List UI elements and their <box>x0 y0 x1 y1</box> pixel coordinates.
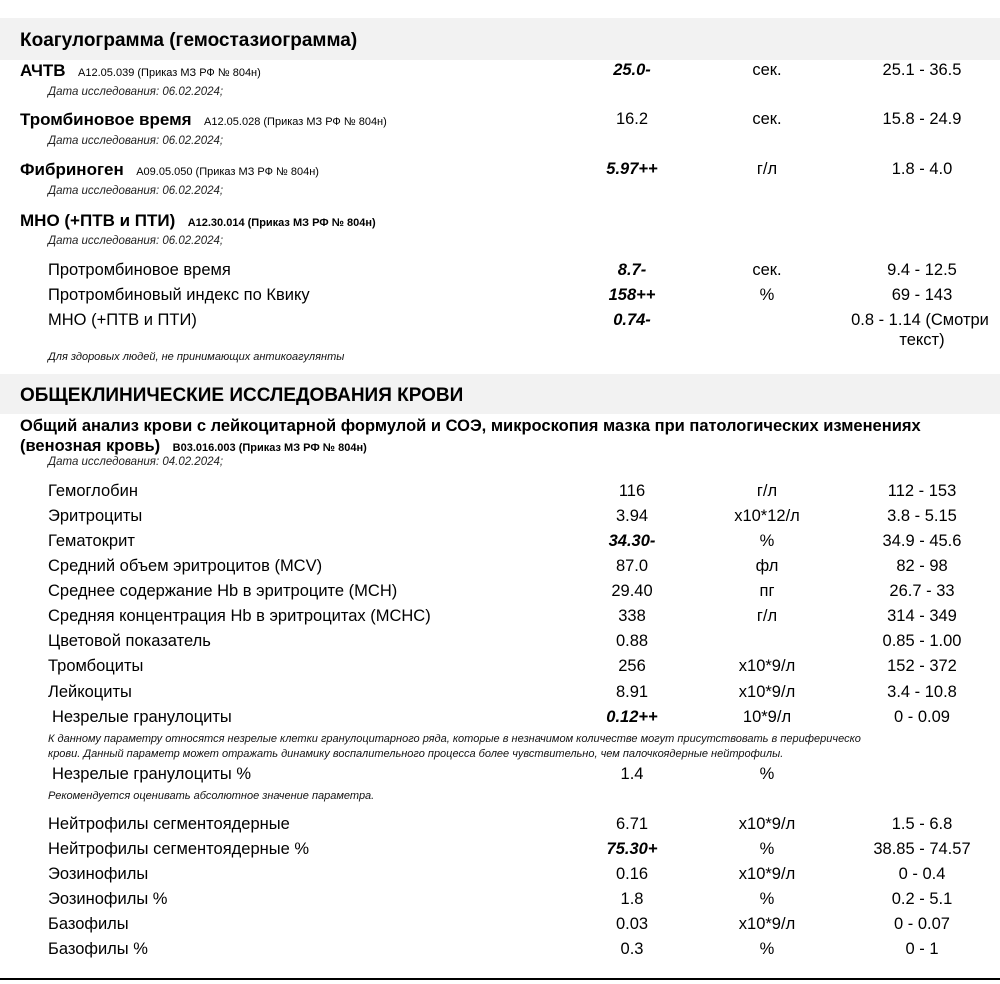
param-unit: % <box>759 532 775 550</box>
test-ref: 15.8 - 24.9 <box>882 110 962 128</box>
param-ref: 82 - 98 <box>896 557 948 575</box>
test-value: 25.0- <box>613 61 651 79</box>
param-name: Базофилы % <box>48 940 148 958</box>
param-ref: 0 - 1 <box>905 940 939 958</box>
test-code: A12.30.014 (Приказ МЗ РФ № 804н) <box>187 217 376 229</box>
param-ref: 26.7 - 33 <box>889 582 955 600</box>
param-value: 0.16 <box>615 865 649 883</box>
param-name: Средний объем эритроцитов (MCV) <box>48 557 323 575</box>
param-name: Цветовой показатель <box>48 632 211 650</box>
param-value: 8.7- <box>617 261 647 279</box>
param-value: 1.4 <box>620 765 644 783</box>
mno-note: Для здоровых людей, не принимающих антикоагулянты <box>48 351 345 363</box>
coag-section-title: Коагулограмма (гемостазиограмма) <box>20 30 358 51</box>
param-name: Незрелые гранулоциты % <box>52 765 252 783</box>
param-ref: 34.9 - 45.6 <box>882 532 962 550</box>
param-unit: фл <box>755 557 779 575</box>
param-name: Тромбоциты <box>48 657 144 675</box>
param-name: Нейтрофилы сегментоядерные % <box>48 840 310 858</box>
param-name: Эритроциты <box>48 507 143 525</box>
immature-note-line1: К данному параметру относятся незрелые клетки гранулоцитарного ряда, которые в незначимом количестве могут присутствовать в периферическо <box>48 733 861 745</box>
param-unit: x10*9/л <box>738 915 796 933</box>
param-ref-continued: текст) <box>899 331 945 349</box>
param-value: 0.74- <box>613 311 651 329</box>
param-ref: 0.85 - 1.00 <box>882 632 962 650</box>
param-name: Базофилы <box>48 915 129 933</box>
param-unit: 10*9/л <box>742 708 792 726</box>
param-name: Эозинофилы <box>48 865 149 883</box>
param-name: Гематокрит <box>48 532 135 550</box>
test-name: МНО (+ПТВ и ПТИ) <box>20 211 176 230</box>
test-value: 5.97++ <box>606 160 658 178</box>
param-value: 0.03 <box>615 915 649 933</box>
param-value: 0.88 <box>615 632 649 650</box>
param-unit: % <box>759 765 775 783</box>
param-unit: % <box>759 890 775 908</box>
param-unit: сек. <box>752 261 782 279</box>
param-name: МНО (+ПТВ и ПТИ) <box>48 311 197 329</box>
recommend-note: Рекомендуется оценивать абсолютное значение параметра. <box>48 790 375 802</box>
param-ref: 0.8 - 1.14 (Смотри <box>851 311 989 329</box>
param-value: 1.8 <box>620 890 644 908</box>
test-name: Фибриноген <box>20 160 124 179</box>
param-ref: 38.85 - 74.57 <box>873 840 971 858</box>
test-unit: сек. <box>752 110 782 128</box>
cbc-test-name-cont: (венозная кровь) <box>20 437 161 455</box>
param-value: 29.40 <box>611 582 653 600</box>
test-date: Дата исследования: 06.02.2024; <box>48 86 224 98</box>
test-name: Тромбиновое время <box>20 110 192 129</box>
param-value: 3.94 <box>615 507 649 525</box>
blood-section-title: ОБЩЕКЛИНИЧЕСКИЕ ИССЛЕДОВАНИЯ КРОВИ <box>20 385 464 406</box>
param-name: Средняя концентрация Hb в эритроцитах (MCHC) <box>48 607 431 625</box>
param-ref: 3.8 - 5.15 <box>887 507 957 525</box>
test-date: Дата исследования: 06.02.2024; <box>48 135 224 147</box>
test-name: АЧТВ <box>20 61 66 80</box>
param-ref: 112 - 153 <box>887 482 957 500</box>
param-name: Протромбиновое время <box>48 261 231 279</box>
test-ref: 1.8 - 4.0 <box>891 160 953 178</box>
param-unit: % <box>759 940 775 958</box>
param-unit: x10*9/л <box>738 815 796 833</box>
test-code: A12.05.028 (Приказ МЗ РФ № 804н) <box>204 116 387 128</box>
cbc-test-code: B03.016.003 (Приказ МЗ РФ № 804н) <box>172 442 367 454</box>
param-unit: x10*12/л <box>734 507 800 525</box>
param-value: 158++ <box>608 286 656 304</box>
test-value: 16.2 <box>615 110 649 128</box>
param-name: Протромбиновый индекс по Квику <box>48 286 310 304</box>
param-name: Лейкоциты <box>48 683 132 701</box>
param-name: Гемоглобин <box>48 482 138 500</box>
param-name: Эозинофилы % <box>48 890 168 908</box>
param-value: 116 <box>618 482 646 500</box>
param-ref: 3.4 - 10.8 <box>887 683 957 701</box>
test-code: A12.05.039 (Приказ МЗ РФ № 804н) <box>78 67 261 79</box>
param-unit: пг <box>759 582 775 600</box>
param-unit: x10*9/л <box>738 683 796 701</box>
param-ref: 0.2 - 5.1 <box>891 890 953 908</box>
test-date: Дата исследования: 06.02.2024; <box>48 235 224 247</box>
param-unit: г/л <box>756 482 778 500</box>
cbc-test-date: Дата исследования: 04.02.2024; <box>48 456 224 468</box>
param-value: 256 <box>618 657 646 675</box>
immature-note-line2: крови. Данный параметр может отражать динамику воспалительного процесса более чувствительно, чем палочкоядерные нейтрофилы. <box>48 748 784 760</box>
page-bottom-divider <box>0 978 1000 980</box>
param-ref: 314 - 349 <box>887 607 957 625</box>
param-value: 75.30+ <box>606 840 658 858</box>
test-date: Дата исследования: 06.02.2024; <box>48 185 224 197</box>
test-unit: г/л <box>756 160 778 178</box>
param-ref: 0 - 0.4 <box>898 865 946 883</box>
param-ref: 152 - 372 <box>887 657 957 675</box>
param-ref: 1.5 - 6.8 <box>891 815 953 833</box>
param-value: 0.3 <box>620 940 644 958</box>
param-ref: 69 - 143 <box>891 286 953 304</box>
param-unit: % <box>759 286 775 304</box>
test-unit: сек. <box>752 61 782 79</box>
param-value: 87.0 <box>615 557 649 575</box>
param-unit: % <box>759 840 775 858</box>
param-name: Среднее содержание Hb в эритроците (MCH) <box>48 582 398 600</box>
param-name: Незрелые гранулоциты <box>52 708 232 726</box>
param-ref: 0 - 0.07 <box>894 915 950 933</box>
param-ref: 0 - 0.09 <box>894 708 950 726</box>
test-ref: 25.1 - 36.5 <box>882 61 962 79</box>
param-value: 8.91 <box>615 683 649 701</box>
param-value: 6.71 <box>615 815 649 833</box>
param-value: 338 <box>618 607 646 625</box>
param-name: Нейтрофилы сегментоядерные <box>48 815 290 833</box>
param-unit: x10*9/л <box>738 657 796 675</box>
param-value: 0.12++ <box>606 708 658 726</box>
param-unit: x10*9/л <box>738 865 796 883</box>
cbc-test-name: Общий анализ крови с лейкоцитарной формулой и СОЭ, микроскопия мазка при патологических изменениях <box>20 417 921 435</box>
param-unit: г/л <box>756 607 778 625</box>
test-code: A09.05.050 (Приказ МЗ РФ № 804н) <box>136 166 319 178</box>
param-value: 34.30- <box>608 532 656 550</box>
param-ref: 9.4 - 12.5 <box>887 261 957 279</box>
